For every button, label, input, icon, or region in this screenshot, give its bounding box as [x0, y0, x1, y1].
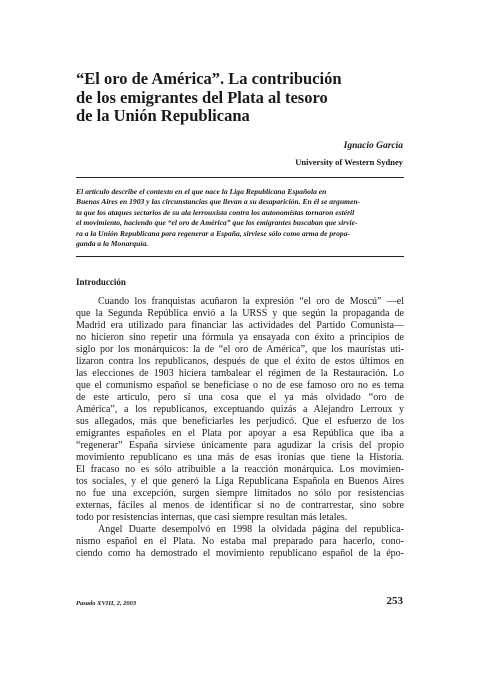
body-line: Ángel Duarte desempolvó en 1998 la olvidada página del republica- [98, 524, 404, 535]
abstract-line: ra a la Unión Republicana para regenerar a España, sirviese sólo como arma de propa- [76, 228, 351, 238]
body-line: “regenerar” España sirviese únicamente para agudizar la crisis del propio [76, 440, 404, 451]
abstract [76, 187, 404, 249]
body-line: que el comunismo español se benefíciase o no de ese famoso oro no es tema [76, 380, 404, 391]
title-line: de los emigrantes del Plata al tesoro [76, 87, 328, 107]
title-line: “El oro de América”. La contribución [76, 69, 342, 88]
body-line: El fracaso no es sólo atribuible a la reacción monárquica. Los movimien- [76, 464, 404, 475]
body-line: ciendo como ha demostrado el movimiento republicano español de la épo- [76, 548, 404, 559]
abstract-line: ganda a la Monarquía. [76, 239, 149, 249]
body-line: América”, a los republicanos, exceptuando quizás a Alejandro Lerroux y [76, 404, 404, 415]
body-line: lizaron contra los republicanos, después de que el éxito de estos últimos en [76, 356, 404, 367]
author-name: Ignacio García [343, 141, 403, 151]
section-heading: Introducción [76, 277, 126, 287]
abstract-line: ta que los ataques sectarios de su ala lerrouxista contra los autonomistas tornaron estéril [76, 207, 355, 217]
body-line: externas, fáciles al menos de identificar si no de contrarrestar, sino sobre [76, 500, 404, 511]
body-line: no hicieron sino repetir una fórmula ya ensayada con éxito a principios de [76, 332, 404, 343]
body-line: Madrid era utilizado para financiar las actividades del Partido Comunista— [76, 320, 404, 331]
body-line: no fue una excepción, surgen siempre limitados no sólo por resistencias [76, 488, 404, 499]
body-line: de este artículo, pero sí una cosa que el ya más olvidado “oro de [76, 392, 404, 403]
abstract-line: Buenos Aires en 1903 y las circunstancias que llevan a su desaparición. En él se argumen- [76, 197, 361, 207]
body-line: nismo español en el Plata. No estaba mal preparado para hacerlo, cono- [76, 536, 404, 547]
abstract-top-rule [76, 177, 404, 178]
body-line: sus allegados, más que beneficiarles les perjudicó. Que el esfuerzo de los [76, 416, 404, 427]
page-number: 253 [386, 595, 403, 607]
title-line: de la Unión Republicana [76, 106, 250, 125]
abstract-bottom-rule [76, 256, 404, 257]
body-line: todo por resistencias internas, que casi siempre resultan más letales. [76, 512, 348, 523]
abstract-line: El artículo describe el contexto en el que nace la Liga Republicana Española en [76, 187, 327, 196]
journal-footer: Pasado XVIII, 2, 2003 [76, 600, 137, 607]
body-line: siglo por los monárquicos: la de “el oro de América”, que los maurístas uti- [76, 344, 404, 355]
body-line: las elecciones de 1903 hiciera tambalear el régimen de la Restauración. Lo [76, 368, 404, 379]
abstract-line: el movimiento, haciendo que “el oro de América” que los emigrantes buscaban que sirvie- [76, 218, 358, 228]
body-line: que la Segunda República envió a la URSS y que según la propaganda de [76, 308, 404, 319]
article-title [76, 70, 406, 126]
author-affiliation: University of Western Sydney [295, 157, 403, 167]
body-line: Cuando los franquistas acuñaron la expresión “el oro de Moscú” —el [98, 296, 404, 307]
body-line: tos sociales, y el que generó la Liga Republicana Española en Buenos Aires [76, 476, 404, 487]
body-line: movimiento republicano es una más de esas ironías que tiene la Historia. [76, 452, 404, 463]
body-text [76, 296, 404, 560]
body-line: emigrantes españoles en el Plata por apoyar a esa República que iba a [76, 428, 404, 439]
